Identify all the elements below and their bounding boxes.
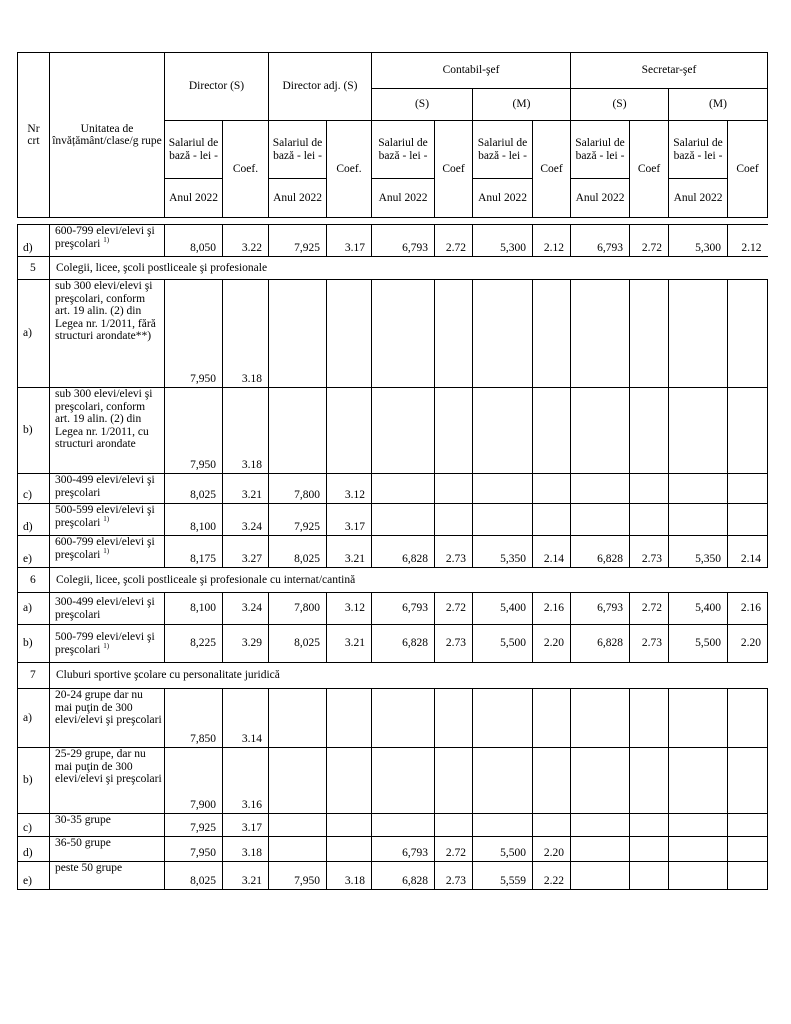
header-anul: Anul 2022 (473, 179, 533, 218)
section-title: Cluburi sportive şcolare cu personalitate juridică (50, 663, 768, 689)
salary-cell: 8,025 (269, 625, 327, 663)
header-anul: Anul 2022 (669, 179, 728, 218)
header-coef: Coef (435, 121, 473, 218)
header-row-1 (18, 53, 768, 89)
salary-cell: 7,850 (165, 689, 223, 748)
row-unit-label (50, 862, 165, 890)
salary-cell (372, 388, 435, 474)
header-secretar: Secretar-şef (571, 53, 768, 89)
salary-cell: 6,793 (372, 593, 435, 625)
coef-cell (728, 474, 768, 504)
row-unit-text: 25-29 grupe, dar nu mai puţin de 300 elevi/elevi şi preşcolari (55, 748, 162, 785)
coef-cell: 3.14 (223, 689, 269, 748)
row-unit-label (50, 280, 165, 388)
salary-cell: 7,950 (269, 862, 327, 890)
salary-cell (669, 474, 728, 504)
coef-cell: 2.14 (533, 536, 571, 568)
footnote-marker: 1) (103, 514, 110, 523)
row-unit-label (50, 474, 165, 504)
coef-cell: 3.12 (327, 593, 372, 625)
header-director-adj: Director adj. (S) (269, 53, 372, 121)
section-row (18, 257, 768, 280)
salary-cell (269, 748, 327, 814)
salary-cell (473, 504, 533, 536)
coef-cell: 3.21 (327, 536, 372, 568)
row-unit-label (50, 814, 165, 837)
salary-cell: 6,793 (571, 593, 630, 625)
table-row (18, 748, 768, 814)
salary-cell: 7,925 (165, 814, 223, 837)
coef-cell: 3.12 (327, 474, 372, 504)
salary-cell (372, 474, 435, 504)
row-unit-text: 500-599 elevi/elevi şi preşcolari (55, 504, 155, 529)
coef-cell: 2.72 (435, 837, 473, 862)
salary-cell (669, 814, 728, 837)
row-number: c) (18, 814, 50, 837)
coef-cell: 2.72 (630, 593, 669, 625)
coef-cell: 3.18 (223, 837, 269, 862)
salary-cell: 8,025 (165, 862, 223, 890)
salary-cell: 8,225 (165, 625, 223, 663)
header-coef: Coef (630, 121, 669, 218)
table-row (18, 474, 768, 504)
salary-cell (269, 280, 327, 388)
salary-cell (473, 748, 533, 814)
coef-cell (327, 748, 372, 814)
coef-cell: 2.73 (630, 536, 669, 568)
coef-cell (533, 474, 571, 504)
salary-cell: 6,828 (372, 625, 435, 663)
coef-cell: 2.73 (435, 862, 473, 890)
row-unit-text: 300-499 elevi/elevi şi preşcolari (55, 596, 155, 621)
coef-cell: 2.72 (435, 593, 473, 625)
header-coef: Coef (728, 121, 768, 218)
coef-cell (533, 748, 571, 814)
coef-cell: 3.17 (327, 225, 372, 257)
salary-cell: 8,050 (165, 225, 223, 257)
row-unit-text: peste 50 grupe (55, 862, 123, 874)
row-number: e) (18, 862, 50, 890)
row-number: e) (18, 536, 50, 568)
coef-cell: 3.18 (327, 862, 372, 890)
footnote-marker: 1) (103, 235, 110, 244)
coef-cell (327, 814, 372, 837)
coef-cell: 3.29 (223, 625, 269, 663)
coef-cell: 2.72 (435, 225, 473, 257)
section-title: Colegii, licee, şcoli postliceale şi profesionale cu internat/cantină (50, 568, 768, 593)
salary-cell (669, 280, 728, 388)
salary-cell (473, 689, 533, 748)
salary-cell (669, 689, 728, 748)
header-salariul: Salariul de bază - lei - (571, 121, 630, 179)
salary-cell: 7,900 (165, 748, 223, 814)
salary-cell: 6,828 (372, 862, 435, 890)
coef-cell: 2.72 (630, 225, 669, 257)
row-number: b) (18, 388, 50, 474)
salary-cell: 8,175 (165, 536, 223, 568)
salary-cell: 7,950 (165, 388, 223, 474)
header-anul: Anul 2022 (269, 179, 327, 218)
row-unit-label (50, 837, 165, 862)
coef-cell: 3.24 (223, 593, 269, 625)
salary-cell: 5,559 (473, 862, 533, 890)
salary-cell (669, 862, 728, 890)
row-unit-text: 600-799 elevi/elevi şi preşcolari (55, 225, 155, 250)
salary-cell (372, 814, 435, 837)
salary-cell: 7,800 (269, 593, 327, 625)
coef-cell: 3.18 (223, 388, 269, 474)
coef-cell: 2.22 (533, 862, 571, 890)
salary-table (17, 52, 768, 890)
coef-cell (327, 388, 372, 474)
header-anul: Anul 2022 (372, 179, 435, 218)
coef-cell: 3.17 (223, 814, 269, 837)
coef-cell (728, 388, 768, 474)
salary-cell: 7,950 (165, 837, 223, 862)
salary-cell: 5,350 (473, 536, 533, 568)
salary-cell: 6,828 (571, 536, 630, 568)
coef-cell (728, 280, 768, 388)
salary-cell (372, 280, 435, 388)
table-body (18, 53, 768, 890)
coef-cell (435, 504, 473, 536)
row-unit-label (50, 225, 165, 257)
salary-cell: 5,500 (473, 837, 533, 862)
salary-cell (269, 689, 327, 748)
section-number: 5 (18, 257, 50, 280)
coef-cell: 3.21 (223, 474, 269, 504)
salary-cell (571, 837, 630, 862)
salary-cell: 6,793 (571, 225, 630, 257)
section-number: 6 (18, 568, 50, 593)
header-salariul: Salariul de bază - lei - (269, 121, 327, 179)
header-salariul: Salariul de bază - lei - (165, 121, 223, 179)
coef-cell: 2.12 (533, 225, 571, 257)
table-row (18, 388, 768, 474)
coef-cell: 3.18 (223, 280, 269, 388)
coef-cell: 2.20 (533, 625, 571, 663)
coef-cell: 2.16 (728, 593, 768, 625)
coef-cell (533, 814, 571, 837)
section-title: Colegii, licee, şcoli postliceale şi profesionale (50, 257, 768, 280)
table-row (18, 814, 768, 837)
coef-cell (630, 814, 669, 837)
salary-cell (372, 504, 435, 536)
coef-cell: 3.27 (223, 536, 269, 568)
salary-cell: 7,800 (269, 474, 327, 504)
section-row (18, 663, 768, 689)
coef-cell (630, 474, 669, 504)
salary-cell (669, 837, 728, 862)
table-row (18, 837, 768, 862)
salary-cell (372, 748, 435, 814)
coef-cell (533, 504, 571, 536)
salary-cell (473, 474, 533, 504)
row-number: a) (18, 280, 50, 388)
salary-cell (571, 474, 630, 504)
salary-cell (669, 504, 728, 536)
coef-cell (435, 388, 473, 474)
row-number: a) (18, 593, 50, 625)
coef-cell (435, 689, 473, 748)
salary-cell: 5,500 (473, 625, 533, 663)
row-unit-text: 20-24 grupe dar nu mai puţin de 300 elevi/elevi şi preşcolari (55, 689, 162, 726)
salary-cell (473, 280, 533, 388)
coef-cell (728, 689, 768, 748)
header-director: Director (S) (165, 53, 269, 121)
row-unit-text: 30-35 grupe (55, 814, 111, 826)
coef-cell (630, 748, 669, 814)
salary-cell (669, 748, 728, 814)
salary-cell: 5,300 (473, 225, 533, 257)
header-coef: Coef. (327, 121, 372, 218)
salary-cell (571, 280, 630, 388)
coef-cell: 2.73 (630, 625, 669, 663)
coef-cell (533, 388, 571, 474)
coef-cell: 2.73 (435, 625, 473, 663)
row-unit-text: sub 300 elevi/elevi şi preşcolari, conform art. 19 alin. (2) din Legea nr. 1/2011, cu structuri arondate (55, 388, 153, 450)
table-row (18, 862, 768, 890)
header-nr: Nr crt (18, 53, 50, 218)
row-unit-label (50, 625, 165, 663)
coef-cell: 3.22 (223, 225, 269, 257)
coef-cell: 2.16 (533, 593, 571, 625)
salary-cell: 5,350 (669, 536, 728, 568)
salary-cell: 8,025 (165, 474, 223, 504)
salary-cell (269, 388, 327, 474)
salary-cell: 5,400 (473, 593, 533, 625)
salary-cell: 8,100 (165, 504, 223, 536)
salary-cell (269, 814, 327, 837)
header-salariul: Salariul de bază - lei - (372, 121, 435, 179)
coef-cell (327, 280, 372, 388)
table-row (18, 689, 768, 748)
coef-cell (630, 837, 669, 862)
header-anul: Anul 2022 (165, 179, 223, 218)
row-number: a) (18, 689, 50, 748)
salary-cell (571, 388, 630, 474)
coef-cell (327, 689, 372, 748)
coef-cell (435, 280, 473, 388)
row-number: b) (18, 748, 50, 814)
header-contabil: Contabil-şef (372, 53, 571, 89)
coef-cell (728, 862, 768, 890)
coef-cell: 3.21 (223, 862, 269, 890)
salary-cell (473, 388, 533, 474)
table-row (18, 280, 768, 388)
salary-cell: 8,025 (269, 536, 327, 568)
coef-cell: 2.14 (728, 536, 768, 568)
coef-cell (630, 504, 669, 536)
row-unit-text: 600-799 elevi/elevi şi preşcolari (55, 536, 155, 561)
salary-cell (473, 814, 533, 837)
salary-cell (669, 388, 728, 474)
row-unit-label (50, 748, 165, 814)
salary-cell: 7,925 (269, 504, 327, 536)
coef-cell (630, 689, 669, 748)
row-number: d) (18, 225, 50, 257)
row-unit-text: 36-50 grupe (55, 837, 111, 849)
coef-cell (630, 862, 669, 890)
salary-cell: 8,100 (165, 593, 223, 625)
table-row (18, 593, 768, 625)
salary-cell: 7,950 (165, 280, 223, 388)
coef-cell (435, 814, 473, 837)
footnote-marker: 1) (103, 641, 110, 650)
header-gap-row (18, 218, 768, 225)
row-unit-label (50, 504, 165, 536)
salary-cell (571, 689, 630, 748)
row-unit-label (50, 593, 165, 625)
header-unitatea: Unitatea de învățământ/clase/g rupe (50, 53, 165, 218)
coef-cell: 2.73 (435, 536, 473, 568)
table-row (18, 536, 768, 568)
row-number: b) (18, 625, 50, 663)
table-row (18, 504, 768, 536)
header-contabil-m: (M) (473, 89, 571, 121)
salary-cell: 7,925 (269, 225, 327, 257)
section-number: 7 (18, 663, 50, 689)
salary-cell: 6,828 (571, 625, 630, 663)
coef-cell (533, 689, 571, 748)
coef-cell (630, 388, 669, 474)
coef-cell: 3.16 (223, 748, 269, 814)
row-number: c) (18, 474, 50, 504)
header-salariul: Salariul de bază - lei - (669, 121, 728, 179)
salary-cell (571, 814, 630, 837)
row-unit-label (50, 689, 165, 748)
coef-cell: 2.20 (728, 625, 768, 663)
coef-cell (533, 280, 571, 388)
footnote-marker: 1) (103, 546, 110, 555)
salary-cell (269, 837, 327, 862)
header-salariul: Salariul de bază - lei - (473, 121, 533, 179)
coef-cell (435, 748, 473, 814)
coef-cell (327, 837, 372, 862)
header-anul: Anul 2022 (571, 179, 630, 218)
header-contabil-s: (S) (372, 89, 473, 121)
row-unit-text: 500-799 elevi/elevi şi preşcolari (55, 631, 155, 656)
salary-cell (372, 689, 435, 748)
row-unit-label (50, 536, 165, 568)
coef-cell: 2.12 (728, 225, 768, 257)
coef-cell (728, 748, 768, 814)
row-number: d) (18, 504, 50, 536)
coef-cell (728, 837, 768, 862)
coef-cell (630, 280, 669, 388)
coef-cell: 2.20 (533, 837, 571, 862)
salary-cell: 6,793 (372, 837, 435, 862)
salary-cell: 5,400 (669, 593, 728, 625)
table-row (18, 225, 768, 257)
salary-cell (571, 504, 630, 536)
header-secretar-m: (M) (669, 89, 768, 121)
row-unit-label (50, 388, 165, 474)
salary-cell: 5,500 (669, 625, 728, 663)
coef-cell: 3.21 (327, 625, 372, 663)
row-number: d) (18, 837, 50, 862)
section-row (18, 568, 768, 593)
coef-cell: 3.24 (223, 504, 269, 536)
header-coef: Coef (533, 121, 571, 218)
salary-cell (571, 748, 630, 814)
table-row (18, 625, 768, 663)
salary-cell: 6,828 (372, 536, 435, 568)
coef-cell (435, 474, 473, 504)
coef-cell (728, 504, 768, 536)
coef-cell (728, 814, 768, 837)
salary-cell (571, 862, 630, 890)
row-unit-text: sub 300 elevi/elevi şi preşcolari, conform art. 19 alin. (2) din Legea nr. 1/2011, fără structuri arondate**) (55, 280, 156, 342)
header-coef: Coef. (223, 121, 269, 218)
salary-cell: 5,300 (669, 225, 728, 257)
coef-cell: 3.17 (327, 504, 372, 536)
header-secretar-s: (S) (571, 89, 669, 121)
salary-cell: 6,793 (372, 225, 435, 257)
row-unit-text: 300-499 elevi/elevi şi preşcolari (55, 474, 155, 499)
